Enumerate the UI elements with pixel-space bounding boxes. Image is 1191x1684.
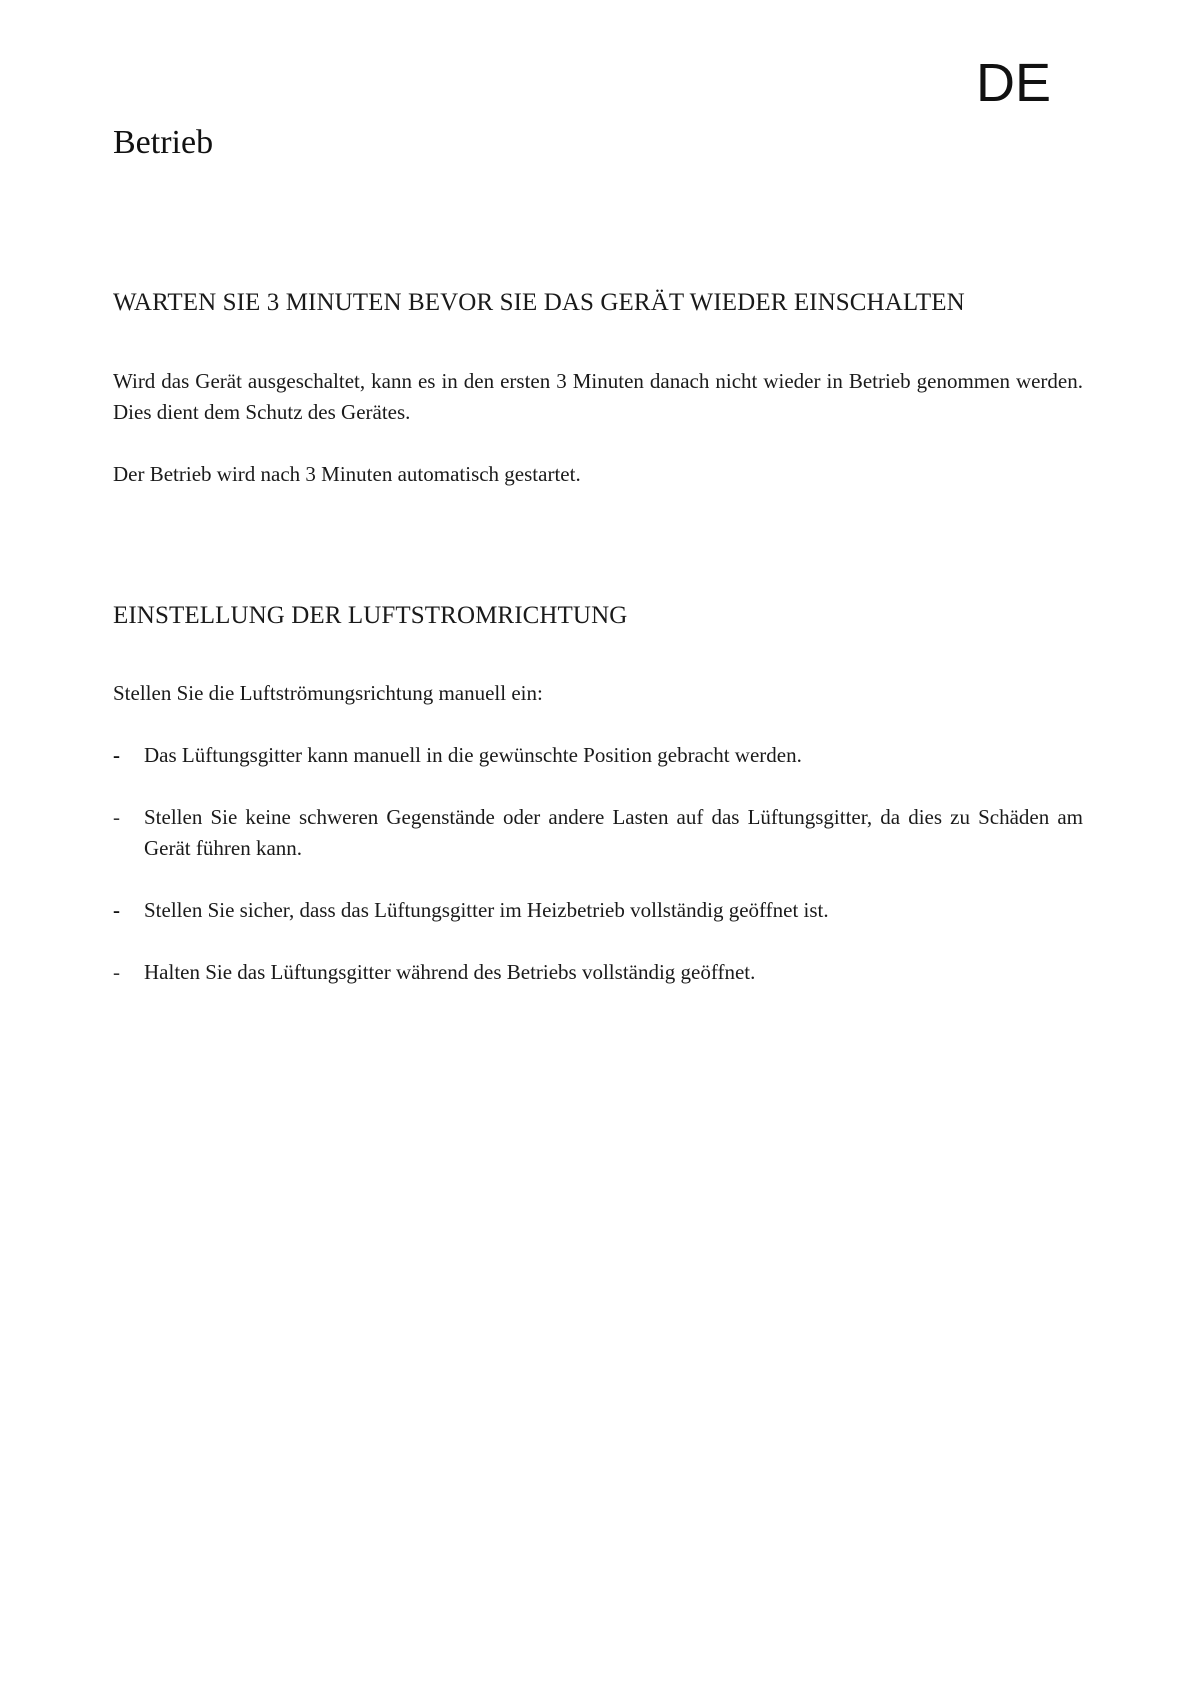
list-item (113, 957, 1083, 988)
section-wait-paragraph-2: Der Betrieb wird nach 3 Minuten automatisch gestartet. (113, 462, 581, 486)
section-airflow-intro: Stellen Sie die Luftströmungsrichtung manuell ein: (113, 681, 543, 705)
list-bullet: - (113, 743, 120, 767)
section-wait (113, 288, 1083, 490)
list-item (113, 740, 1083, 771)
section-airflow (113, 601, 1083, 988)
list-bullet: - (113, 805, 120, 829)
list-item-text: Halten Sie das Lüftungsgitter während des Betriebs vollständig geöffnet. (144, 960, 756, 984)
page-title: Betrieb (113, 124, 214, 161)
list-bullet: - (113, 960, 120, 984)
section-airflow-heading: EINSTELLUNG DER LUFTSTROMRICHTUNG (113, 602, 628, 629)
list-item (113, 895, 1083, 926)
list-item-text: Das Lüftungsgitter kann manuell in die gewünschte Position gebracht werden. (144, 743, 802, 767)
section-wait-heading: WARTEN SIE 3 MINUTEN BEVOR SIE DAS GERÄT WIEDER EINSCHALTEN (113, 289, 965, 316)
section-wait-paragraph-1: Wird das Gerät ausgeschaltet, kann es in den ersten 3 Minuten danach nicht wieder in Betrieb genommen werden. Dies dient dem Schutz des Gerätes. (113, 369, 1083, 424)
airflow-list (113, 740, 1083, 988)
list-item-text: Stellen Sie sicher, dass das Lüftungsgitter im Heizbetrieb vollständig geöffnet ist. (144, 898, 829, 922)
list-item-text: Stellen Sie keine schweren Gegenstände oder andere Lasten auf das Lüftungsgitter, da dies zu Schäden am Gerät führen kann. (144, 805, 1083, 860)
list-item (113, 802, 1083, 864)
language-code: DE (976, 53, 1052, 113)
list-bullet: - (113, 898, 120, 922)
